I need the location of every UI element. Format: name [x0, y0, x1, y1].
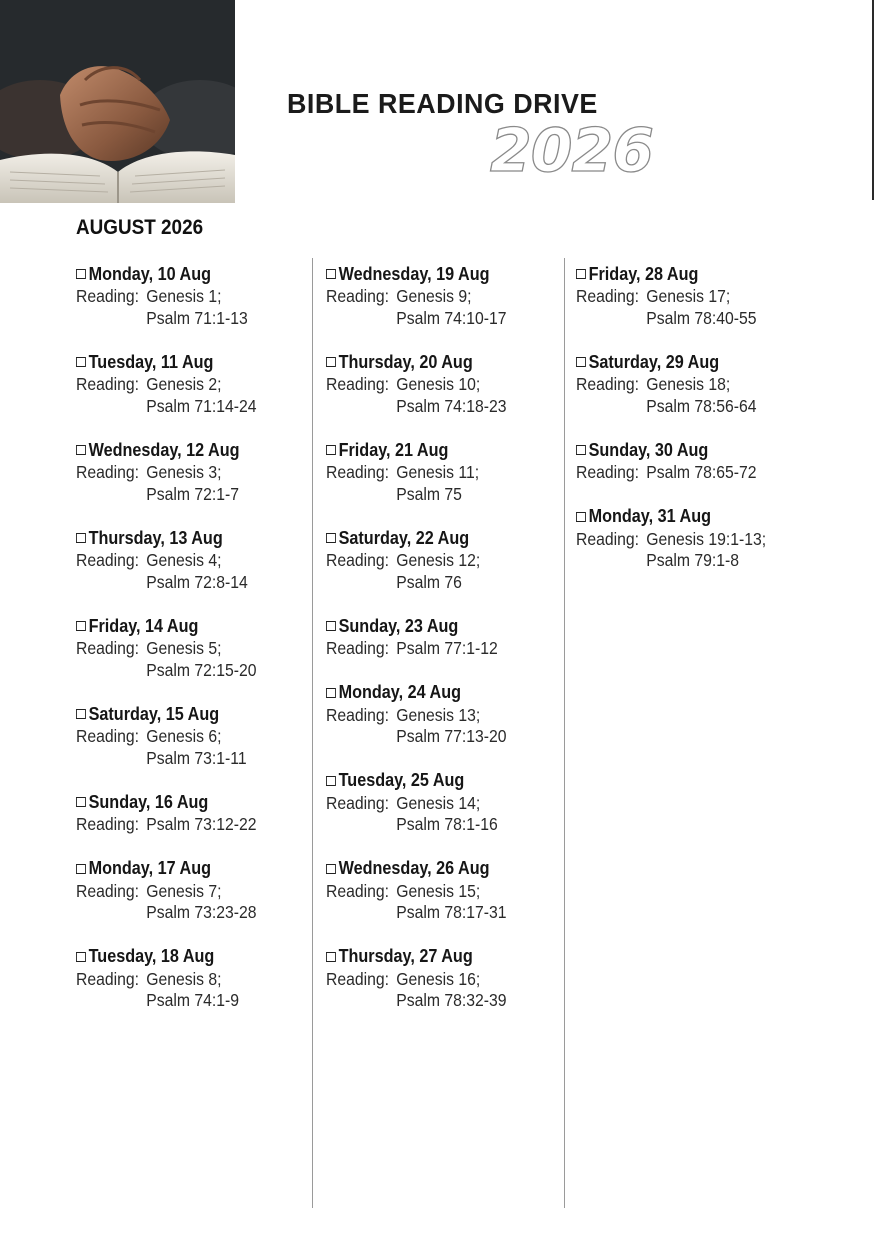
checkbox-icon[interactable] — [76, 797, 86, 807]
day-heading — [76, 945, 257, 969]
reading-text — [576, 286, 766, 329]
day-label: Tuesday, 25 Aug — [338, 770, 465, 790]
reading-entry — [76, 857, 277, 924]
day-label: Monday, 24 Aug — [338, 682, 462, 702]
scripture-reference: Psalm 74:10-17 — [396, 307, 507, 328]
day-label: Monday, 31 Aug — [588, 506, 712, 526]
day-heading — [76, 790, 257, 814]
day-heading — [76, 857, 257, 881]
reading-prefix: Reading: — [326, 792, 390, 813]
day-label: Thursday, 13 Aug — [88, 527, 223, 548]
reading-text — [576, 374, 766, 417]
scripture-reference: Psalm 76 — [396, 571, 462, 592]
reading-text — [76, 814, 257, 836]
page-title: BIBLE READING DRIVE — [287, 88, 598, 119]
scripture-reference: Psalm 75 — [396, 483, 462, 504]
day-label: Saturday, 15 Aug — [88, 703, 220, 724]
reading-entry — [326, 438, 527, 505]
scripture-reference: Genesis 11; — [396, 462, 480, 482]
reading-prefix: Reading: — [576, 286, 640, 306]
reading-text — [76, 726, 257, 769]
checkbox-icon[interactable] — [326, 952, 336, 962]
column-divider — [564, 258, 565, 1208]
scripture-reference: Psalm 71:1-13 — [146, 307, 248, 328]
day-heading — [326, 945, 507, 969]
day-heading — [576, 438, 766, 462]
reading-text — [76, 462, 257, 505]
page-edge-line — [872, 0, 874, 200]
checkbox-icon[interactable] — [576, 445, 586, 455]
day-heading — [576, 350, 766, 374]
scripture-reference: Psalm 78:40-55 — [646, 307, 757, 328]
reading-prefix: Reading: — [76, 968, 140, 989]
reading-prefix: Reading: — [76, 462, 140, 482]
reading-prefix: Reading: — [326, 374, 390, 394]
reading-prefix: Reading: — [576, 462, 640, 482]
day-heading — [76, 350, 257, 374]
reading-entry — [326, 350, 527, 417]
scripture-reference: Psalm 78:56-64 — [646, 395, 757, 416]
checkbox-icon[interactable] — [76, 864, 86, 874]
reading-prefix: Reading: — [326, 550, 390, 570]
day-label: Friday, 21 Aug — [338, 439, 449, 460]
reading-entry — [76, 526, 277, 593]
checkbox-icon[interactable] — [76, 952, 86, 962]
checkbox-icon[interactable] — [326, 445, 336, 455]
scripture-reference: Genesis 4; — [146, 550, 222, 570]
day-label: Monday, 10 Aug — [88, 263, 212, 284]
reading-prefix: Reading: — [576, 528, 640, 549]
checkbox-icon[interactable] — [576, 512, 586, 522]
scripture-reference: Genesis 1; — [146, 286, 222, 306]
reading-prefix: Reading: — [76, 638, 140, 658]
checkbox-icon[interactable] — [76, 445, 86, 455]
month-heading: AUGUST 2026 — [76, 216, 204, 239]
day-heading — [76, 438, 257, 462]
reading-prefix: Reading: — [326, 968, 390, 989]
day-heading — [76, 614, 257, 638]
checkbox-icon[interactable] — [326, 621, 336, 631]
year-outline-heading: 2026 — [490, 116, 653, 186]
day-heading — [76, 526, 257, 550]
day-label: Sunday, 16 Aug — [88, 791, 209, 812]
scripture-reference: Genesis 15; — [396, 880, 481, 901]
day-heading — [326, 857, 507, 881]
scripture-reference: Psalm 72:15-20 — [146, 659, 257, 680]
reading-column-1 — [76, 262, 277, 1033]
day-heading — [326, 769, 507, 793]
scripture-reference: Genesis 19:1-13; — [646, 528, 767, 549]
reading-text — [76, 881, 257, 924]
reading-column-2 — [326, 262, 527, 1033]
day-label: Thursday, 20 Aug — [338, 351, 473, 372]
scripture-reference: Psalm 72:8-14 — [146, 571, 248, 592]
scripture-reference: Psalm 78:1-16 — [396, 814, 498, 834]
reading-text — [576, 462, 766, 484]
praying-hands-photo — [0, 0, 235, 203]
day-label: Saturday, 22 Aug — [338, 527, 470, 548]
scripture-reference: Genesis 8; — [146, 968, 222, 989]
checkbox-icon[interactable] — [326, 357, 336, 367]
reading-entry — [326, 614, 527, 660]
checkbox-icon[interactable] — [76, 269, 86, 279]
scripture-reference: Genesis 2; — [146, 374, 222, 394]
praying-hands-icon — [0, 0, 235, 203]
scripture-reference: Psalm 73:1-11 — [146, 747, 247, 768]
checkbox-icon[interactable] — [76, 533, 86, 543]
day-heading — [326, 614, 507, 638]
reading-prefix: Reading: — [326, 286, 390, 306]
scripture-reference: Genesis 17; — [646, 286, 731, 306]
reading-text — [76, 550, 257, 593]
scripture-reference: Psalm 78:32-39 — [396, 990, 507, 1010]
reading-entry — [576, 350, 787, 417]
reading-prefix: Reading: — [326, 704, 390, 725]
day-heading — [326, 262, 507, 286]
column-divider — [312, 258, 313, 1208]
reading-entry — [326, 262, 527, 329]
reading-entry — [76, 702, 277, 769]
reading-text — [76, 638, 257, 681]
checkbox-icon[interactable] — [76, 621, 86, 631]
checkbox-icon[interactable] — [326, 688, 336, 698]
day-label: Saturday, 29 Aug — [588, 351, 720, 372]
day-label: Tuesday, 18 Aug — [88, 946, 215, 966]
reading-column-3 — [576, 262, 787, 593]
scripture-reference: Genesis 18; — [646, 374, 731, 394]
scripture-reference: Psalm 74:1-9 — [146, 990, 239, 1010]
checkbox-icon[interactable] — [76, 709, 86, 719]
checkbox-icon[interactable] — [576, 269, 586, 279]
reading-prefix: Reading: — [326, 462, 390, 482]
reading-text — [326, 286, 507, 329]
reading-entry — [76, 262, 277, 329]
checkbox-icon[interactable] — [326, 776, 336, 786]
day-heading — [326, 350, 507, 374]
day-label: Friday, 14 Aug — [88, 615, 199, 636]
checkbox-icon[interactable] — [326, 533, 336, 543]
reading-prefix: Reading: — [76, 880, 140, 901]
day-label: Wednesday, 26 Aug — [338, 858, 490, 878]
checkbox-icon[interactable] — [576, 357, 586, 367]
reading-entry — [76, 945, 277, 1012]
reading-text — [76, 969, 257, 1012]
scripture-reference: Genesis 12; — [396, 550, 481, 570]
day-label: Wednesday, 19 Aug — [338, 263, 490, 284]
scripture-reference: Psalm 73:12-22 — [146, 814, 257, 834]
day-label: Monday, 17 Aug — [88, 858, 212, 878]
reading-prefix: Reading: — [326, 638, 390, 658]
checkbox-icon[interactable] — [76, 357, 86, 367]
reading-prefix: Reading: — [576, 374, 640, 394]
checkbox-icon[interactable] — [326, 864, 336, 874]
day-label: Sunday, 23 Aug — [338, 615, 459, 636]
reading-text — [326, 550, 507, 593]
scripture-reference: Psalm 78:17-31 — [396, 902, 507, 922]
scripture-reference: Genesis 5; — [146, 638, 222, 658]
reading-entry — [576, 438, 787, 484]
day-label: Tuesday, 11 Aug — [88, 351, 214, 372]
scripture-reference: Genesis 10; — [396, 374, 481, 394]
reading-text — [76, 286, 257, 329]
reading-text — [326, 881, 507, 924]
scripture-reference: Genesis 16; — [396, 968, 481, 989]
checkbox-icon[interactable] — [326, 269, 336, 279]
day-heading — [326, 681, 507, 705]
scripture-reference: Genesis 7; — [146, 880, 222, 901]
reading-prefix: Reading: — [76, 374, 140, 394]
scripture-reference: Psalm 71:14-24 — [146, 395, 257, 416]
reading-entry — [326, 857, 527, 924]
scripture-reference: Psalm 77:1-12 — [396, 638, 498, 658]
reading-text — [326, 374, 507, 417]
reading-text — [326, 969, 507, 1012]
scripture-reference: Genesis 9; — [396, 286, 472, 306]
day-heading — [76, 262, 257, 286]
scripture-reference: Genesis 6; — [146, 726, 222, 746]
scripture-reference: Genesis 14; — [396, 792, 481, 813]
day-label: Sunday, 30 Aug — [588, 439, 709, 460]
reading-entry — [76, 350, 277, 417]
day-label: Friday, 28 Aug — [588, 263, 699, 284]
scripture-reference: Genesis 3; — [146, 462, 222, 482]
scripture-reference: Psalm 78:65-72 — [646, 462, 757, 482]
day-heading — [76, 702, 257, 726]
reading-entry — [76, 614, 277, 681]
day-heading — [326, 526, 507, 550]
reading-text — [326, 462, 507, 505]
scripture-reference: Psalm 73:23-28 — [146, 902, 257, 922]
reading-entry — [326, 769, 527, 836]
scripture-reference: Psalm 74:18-23 — [396, 395, 507, 416]
scripture-reference: Psalm 77:13-20 — [396, 726, 507, 746]
reading-prefix: Reading: — [326, 880, 390, 901]
scripture-reference: Psalm 79:1-8 — [646, 550, 739, 570]
reading-prefix: Reading: — [76, 550, 140, 570]
day-label: Wednesday, 12 Aug — [88, 439, 240, 460]
reading-entry — [76, 438, 277, 505]
reading-text — [326, 793, 507, 836]
reading-text — [326, 638, 507, 660]
reading-entry — [576, 262, 787, 329]
day-heading — [326, 438, 507, 462]
reading-entry — [326, 681, 527, 748]
day-heading — [576, 505, 766, 529]
reading-text — [326, 705, 507, 748]
reading-entry — [76, 790, 277, 836]
reading-text — [576, 529, 766, 572]
reading-prefix: Reading: — [76, 814, 140, 834]
reading-entry — [326, 945, 527, 1012]
reading-prefix: Reading: — [76, 286, 140, 306]
scripture-reference: Psalm 72:1-7 — [146, 483, 239, 504]
day-label: Thursday, 27 Aug — [338, 946, 473, 966]
scripture-reference: Genesis 13; — [396, 704, 481, 725]
reading-entry — [576, 505, 787, 572]
reading-prefix: Reading: — [76, 726, 140, 746]
reading-entry — [326, 526, 527, 593]
day-heading — [576, 262, 766, 286]
reading-text — [76, 374, 257, 417]
